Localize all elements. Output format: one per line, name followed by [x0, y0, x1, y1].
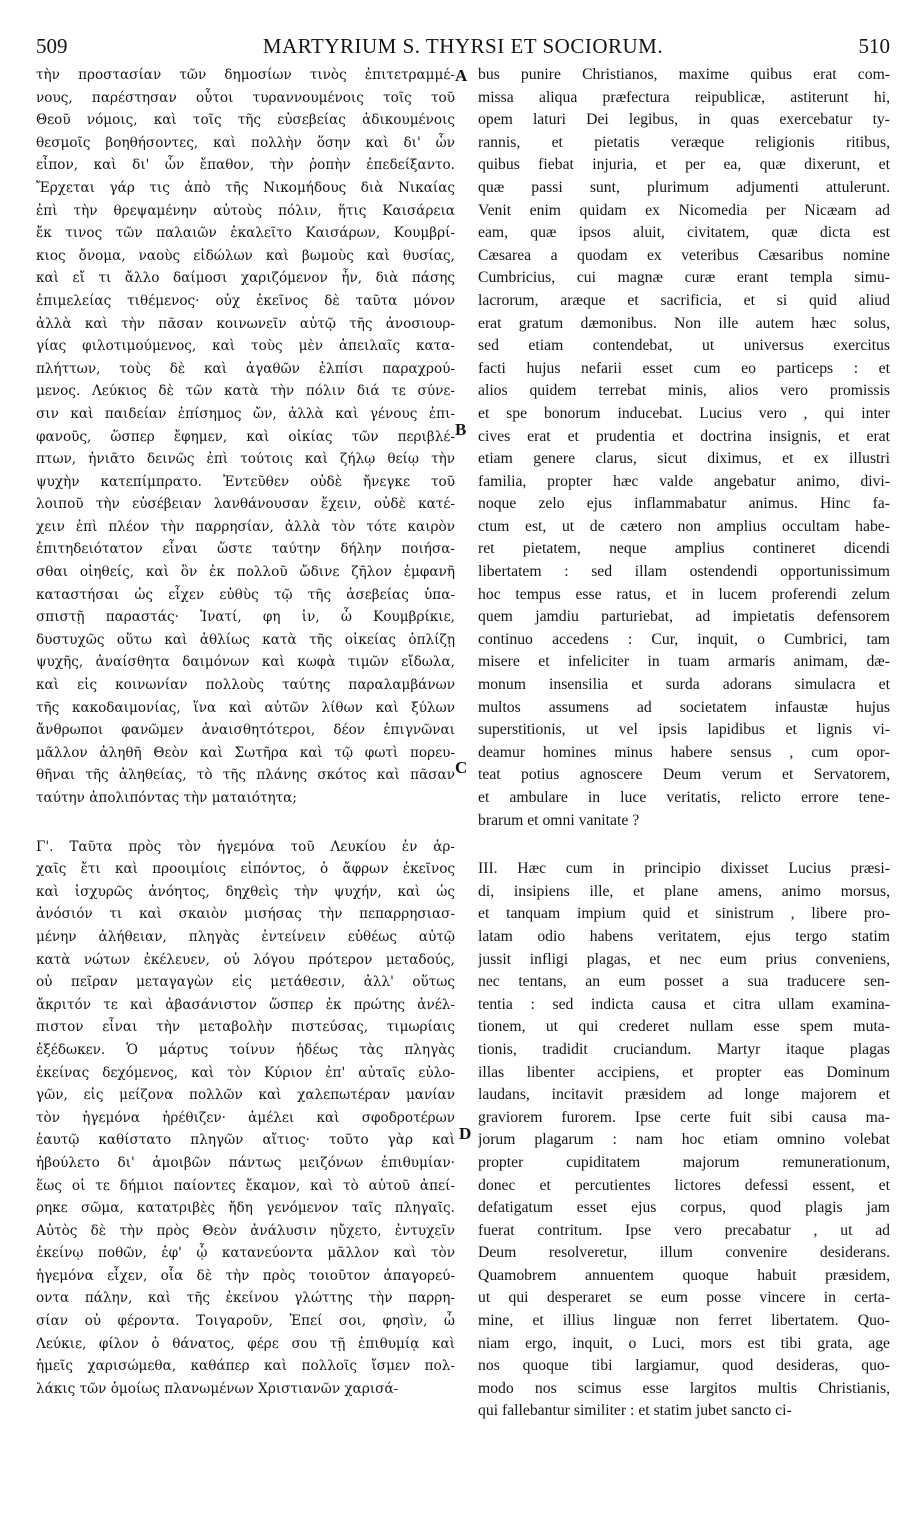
greek-text-line: ἠβούλετο δι' ἀμοιβῶν πάντως μειζόνων ἐπιθυμίαν·: [36, 1154, 455, 1171]
section-marker-c: C: [455, 758, 468, 777]
latin-text-line: nos quoque tibi largiamur, quod desideras, quo-: [478, 1357, 890, 1375]
greek-text-line: χαῖς ἔτι καὶ προοιμίοις εἰπόντος, ὁ ἄφρων ἐκεῖνος: [36, 861, 455, 878]
latin-text-line: quæ passi sunt, plurimum adjumenti attulerunt.: [478, 178, 890, 196]
latin-text-line: fuerat contritum. Ipse vero precabatur , ut ad: [478, 1221, 890, 1239]
latin-text-line: niam ergo, inquit, o Luci, mors est tibi grata, age: [478, 1334, 890, 1352]
latin-text-line: Deum resolveretur, illum convenire desiderans.: [478, 1244, 890, 1262]
latin-text-line: etiam genere clarus, sicut diximus, et ex illustri: [478, 450, 890, 468]
latin-text-line: superstitionis, ut vel ipsis lapidibus et lignis vi-: [478, 721, 890, 739]
latin-text-line: et spe bonorum inducebat. Lucius vero , qui inter: [478, 404, 890, 422]
greek-text-line: ἀλλὰ καὶ τὴν πᾶσαν κοινωνεῖν αὐτῷ τῆς ἀνοσιουρ-: [36, 315, 455, 332]
latin-text-line: sed etiam contendebat, ut universus exercitus: [478, 337, 890, 355]
greek-text-line: σπιστῇ παραστάς· Ἱνατί, φη ἱν, ὦ Κουμβρίκιε,: [36, 609, 455, 626]
section-marker-a: A: [455, 66, 468, 85]
greek-column: [36, 64, 455, 1400]
latin-text-line: di, insipiens ille, et plane amens, animo morsus,: [478, 882, 890, 900]
greek-text-line: δυστυχῶς οὕτω καὶ ἀθλίως κατὰ τῆς οἰκείας ὁπλίζῃ: [36, 631, 455, 648]
greek-text-line: γίας φιλοτιμούμενος, καὶ τοὺς μὲν ἀπειλαῖς κατα-: [36, 338, 455, 355]
greek-text-line: θεσμοῖς βοηθήσοντες, καὶ πολλὴν ὅσην καὶ δι' ὧν: [36, 134, 455, 151]
latin-text-line: Cæsarea a quodam ex veteribus Cæsaribus nomine: [478, 246, 890, 264]
greek-text-line: νους, παρέστησαν οὗτοι τυραννουμένοις τοῖς τοῦ: [36, 89, 455, 106]
greek-text-line: ἐπιμελείας τιθέμενος· οὐχ ἐκεῖνος δὲ ταῦτα μόνον: [36, 292, 455, 309]
greek-text-line: πλήττων, τοὺς δὲ καὶ ἀγαθῶν ἐλπίσι παραχρού-: [36, 360, 455, 377]
paragraph-gap: [478, 832, 890, 858]
page-number-right: 510: [858, 34, 890, 58]
latin-text-line: brarum et omni vanitate ?: [478, 811, 640, 829]
greek-text-line: τῆς κακοδαιμονίας, ἵνα καὶ αὐτῶν λίθων καὶ ξύλων: [36, 699, 455, 716]
latin-text-line: Cumbricius, cui magnæ curæ erant templa simu-: [478, 269, 890, 287]
greek-text-line: Αὐτὸς δὲ τὴν πρὸς Θεὸν ἀνάλυσιν ηὔχετο, ἐντυχεῖν: [36, 1222, 455, 1239]
greek-text-line: λοιποῦ τὴν εὐσέβειαν λανθάνουσαν ἔχειν, οὐδὲ κατέ-: [36, 496, 455, 513]
greek-text-line: Γ'. Ταῦτα πρὸς τὸν ἡγεμόνα τοῦ Λευκίου ἐν ἀρ-: [36, 838, 455, 855]
latin-text-line: ctum est, ut de cætero non amplius occultam habe-: [478, 517, 890, 535]
latin-text-line: misere et infeliciter in tuam armaris animam, dæ-: [478, 653, 890, 671]
latin-text-line: ret pietatem, neque amplius contineret dicendi: [478, 540, 890, 558]
latin-text-line: noque zelo ejus inflammabatur animus. Hinc fa-: [478, 495, 890, 513]
greek-text-line: λάκις τῶν ὁμοίως πλανωμένων Χριστιανῶν χαρισά-: [36, 1380, 399, 1397]
greek-text-line: πιστον εἶναι τὴν μεταβολὴν πιστεύσας, τιμωρίαις: [36, 1019, 455, 1036]
greek-text-line: ἡγεμόνα εἶχεν, οἷα δὲ τὴν πρὸς τοιοῦτον ἀπαγορεύ-: [36, 1267, 455, 1284]
running-title: MARTYRIUM S. THYRSI ET SOCIORUM.: [262, 34, 664, 58]
latin-text-line: et ambulare in luce veritatis, relicto errore tene-: [478, 789, 890, 806]
latin-text-line: deamur homines minus habere sensus , cum opor-: [478, 743, 890, 761]
greek-text-line: κιος ὄνομα, ναοὺς εἰδώλων καὶ βωμοὺς καὶ θυσίας,: [36, 247, 455, 264]
latin-text-line: tentia : sed indicta causa et citra ullam examina-: [478, 995, 890, 1013]
greek-text-line: ἐκείνας δεχόμενος, καὶ τὸν Κύριον ἐπ' αὐταῖς εὐλο-: [36, 1064, 455, 1081]
greek-text-line: ψυχὴν κατεπίμπρατο. Ἐντεῦθεν οὐδὲ ἤνεγκε τοῦ: [36, 473, 455, 490]
greek-text-line: ἡμεῖς χαρισώμεθα, καθάπερ καὶ πολλοῖς ἴσμεν πολ-: [36, 1358, 455, 1375]
latin-text-line: tionis, tradidit cruciandum. Martyr itaque plagas: [478, 1040, 890, 1058]
greek-text-line: θῆναι τῆς ἀληθείας, τὸ τῆς πλάνης σκότος καὶ πᾶσαν: [36, 767, 455, 784]
greek-text-line: καὶ εἰς κοινωνίαν πολλοὺς ταύτης παραλαμβάνων: [36, 677, 455, 694]
greek-text-line: ἐκείνῳ ποθῶν, ἐφ' ᾧ κατανεύοντα μᾶλλον καὶ τὸν: [36, 1245, 455, 1262]
latin-text-line: laudans, incitavit præsidem ad longe majorem et: [478, 1086, 890, 1104]
latin-text-line: defatigatum esset ejus corpus, quod plagis jam: [478, 1199, 890, 1217]
running-header: [36, 34, 890, 64]
latin-text-line: opem laturi Dei legibus, in quas exercebatur ty-: [478, 111, 890, 129]
greek-text-line: οὐ πεῖραν μεταγαγὼν εἰς μετάθεσιν, ἀλλ' οὕτως: [36, 974, 455, 991]
latin-text-line: multos assumens ad societatem infaustæ hujus: [478, 698, 890, 716]
latin-text-line: jussit infligi plagas, et nec eum prius conveniens,: [478, 950, 890, 968]
latin-text-line: libertatem : sed illam ostendendi opportunissimum: [478, 563, 890, 581]
greek-text-line: καὶ ἰσχυρῶς ἀνόητος, δηχθεὶς τὴν ψυχήν, καὶ ὡς: [36, 883, 455, 900]
latin-text-line: mine, et illius linguæ non ferret libertatem. Quo-: [478, 1312, 890, 1330]
greek-text-line: ρηκε σῶμα, κατατριβὲς ἤδη γενόμενον ταῖς πληγαῖς.: [36, 1200, 455, 1217]
greek-text-line: καὶ εἴ τι ἄλλο δαίμοσι χαριζόμενον ἦν, διὰ πάσης: [36, 270, 455, 287]
greek-text-line: μενος. Λεύκιος δὲ τῶν κατὰ τὴν πόλιν διά τε σύνε-: [36, 383, 455, 400]
greek-text-line: ψυχῆς, ἀναίσθητα δαιμόνων καὶ κωφὰ τιμῶν εἴδωλα,: [36, 654, 455, 671]
greek-text-line: ἕως οἱ τε δήμιοι παίοντες ἔκαμον, καὶ τὸ αὐτοῦ ἀπεί-: [36, 1177, 455, 1194]
greek-text-line: κατὰ νώτων ἐκέλευεν, οὐ λόγου πρότερον μεταδούς,: [36, 951, 455, 968]
greek-text-line: γῶν, εἰς μείζονα πολλῶν καὶ χαλεπωτέραν μανίαν: [36, 1087, 455, 1104]
greek-text-line: Θεοῦ νόμοις, καὶ τοῖς τῆς εὐσεβείας ἀδικουμένοις: [36, 112, 455, 129]
greek-text-line: σίαν οὐ φέροντα. Τοιγαροῦν, Ἐπεί σοι, φησὶν, ὦ: [36, 1313, 455, 1330]
greek-text-line: μᾶλλον ἀληθῆ Θεὸν καὶ Σωτῆρα καὶ τῷ φωτὶ πορευ-: [36, 744, 455, 761]
greek-text-line: χειν ἐπὶ πλέον τὴν παρρησίαν, ἀλλὰ τὸν τότε καιρὸν: [36, 518, 455, 535]
latin-text-line: graviorem furorem. Ipse certe fuit sibi causa ma-: [478, 1108, 890, 1126]
greek-text-line: τὴν προστασίαν τῶν δημοσίων τινὸς ἐπιτετραμμέ-: [36, 67, 455, 83]
latin-text-line: Venit enim quidam ex Nicomedia per Nicæam ad: [478, 201, 890, 219]
greek-text-line: ἄκριτόν τε καὶ ἀβασάνιστον ὥσπερ ἐκ πρώτης ἀνέλ-: [36, 996, 455, 1013]
latin-text-line: illas libenter accipiens, et propter eas Dominum: [478, 1063, 890, 1081]
section-marker-d: D: [459, 1124, 472, 1143]
latin-text-line: ut qui desperaret se eum posse vincere in certa-: [478, 1289, 890, 1307]
latin-text-line: latam odio habens veritatem, ejus tergo statim: [478, 927, 890, 945]
latin-text-line: lacrorum, aræque et sacrificia, et si quid aliud: [478, 291, 890, 309]
latin-text-line: et tanquam impium quid et sinistrum , libere pro-: [478, 905, 890, 923]
latin-text-line: bus punire Christianos, maxime quibus erat com-: [478, 66, 890, 83]
latin-text-line: jorum plagarum : nam hoc etiam omnino volebat: [478, 1131, 890, 1149]
greek-text-line: Ἔρχεται γάρ τις ἀπὸ τῆς Νικομήδους διὰ Νικαίας: [36, 179, 455, 196]
greek-text-line: εἶπον, καὶ δι' ὧν ἔπαθον, τὴν ῥοπὴν ἐπεδείξαντο.: [36, 157, 455, 174]
latin-text-line: hoc tempus esse ratus, et in lucem proferendi zelum: [478, 585, 890, 603]
greek-text-line: σθαι οἰηθείς, καὶ ὃν ἐκ πολλοῦ ὤδινε ζῆλον ἐμφανῆ: [36, 564, 455, 581]
latin-text-line: quibus fiebat injuria, et per ea, quæ dixerunt, et: [478, 156, 890, 174]
latin-text-line: continuo accedens : Cur, inquit, o Cumbrici, tam: [478, 630, 890, 648]
latin-text-line: propter cupiditatem majorum remunerationum,: [478, 1153, 890, 1171]
greek-text-line: ἀνόσιόν τι καὶ σκαιὸν μισήσας τὴν πεπαρρησιασ-: [36, 906, 455, 923]
greek-text-line: ἐπιτηδειότατον εἶναι ὥστε ταύτην δήλην ποιήσα-: [36, 541, 455, 558]
latin-text-line: modo nos scimus esse largitos multis Christianis,: [478, 1379, 890, 1397]
greek-text-line: σιν καὶ παιδείαν ἐπίσημος ὤν, ἀλλὰ καὶ γένους ἐπι-: [36, 405, 455, 422]
latin-text-line: donec et percutientes lictores defessi essent, et: [478, 1176, 890, 1194]
greek-text-line: μένην ἀλήθειαν, πληγὰς ἐντείνειν εὐθέως αὐτῷ: [36, 928, 455, 945]
latin-text-line: nec tentans, an eum posset a sua traducere sen-: [478, 973, 890, 991]
latin-text-line: missa aliqua præfectura reipublicæ, astiterunt hi,: [478, 88, 890, 106]
latin-text-line: facti hujus nefarii esset cum eo particeps : et: [478, 359, 890, 377]
latin-text-line: III. Hæc cum in principio dixisset Lucius præsi-: [478, 860, 890, 878]
latin-text-line: erat gratum dæmonibus. Non ille autem hæc solus,: [478, 314, 890, 332]
greek-text-line: ἐξέδωκεν. Ὁ μάρτυς τοίνυν ἡδέως τὰς πληγὰς: [36, 1041, 455, 1058]
section-marker-b: B: [455, 420, 467, 439]
greek-text-line: ἄνθρωποι φανῶμεν ἀναισθητότεροι, δέον ἐπιγνῶναι: [36, 722, 455, 739]
latin-text-line: teat potius agnoscere Deum verum et Servatorem,: [478, 766, 890, 784]
greek-text-line: ἐπὶ τὴν θρεψαμένην αὐτοὺς πόλιν, ἥτις Καισάρεια: [36, 202, 455, 219]
latin-text-line: eam, quæ ipsos aluit, civitatem, quæ dicta est: [478, 224, 890, 242]
greek-text-line: φανοῦς, ὥσπερ ἔφημεν, καὶ οἰκίας τῶν περιβλέ-: [36, 428, 455, 445]
greek-text-line: ἑαυτῷ καθίστατο πληγῶν αἴτιος· τοῦτο γὰρ καὶ: [36, 1132, 455, 1149]
latin-text-line: qui fallebantur similiter : et statim jubet sancto ci-: [478, 1402, 792, 1420]
latin-text-line: familia, propter hæc valde angebatur animo, divi-: [478, 472, 890, 490]
greek-text-line: οντα πάλην, καὶ τῆς ἐκείνου γλώττης τὴν παρρη-: [36, 1290, 455, 1307]
greek-text-line: ταύτην ἀπολιπόντας τὴν ματαιότητα;: [36, 790, 297, 806]
greek-text-line: καταστήσαι ὡς εἶχεν εὐθὺς τῷ τῆς ἀσεβείας ὑπα-: [36, 586, 455, 603]
latin-text-line: monum insensilia et surda adorans simulacra et: [478, 676, 890, 694]
latin-text-line: alios quidem terrebat minis, alios vero promissis: [478, 382, 890, 400]
greek-text-line: τὸν ἡγεμόνα ἠρέθιζεν· ἀμέλει καὶ σφοδροτέρων: [36, 1109, 455, 1126]
latin-text-line: Quamobrem annuentem quoque habuit præsidem,: [478, 1266, 890, 1284]
page-number-left: 509: [36, 34, 68, 58]
greek-text-line: πτων, ἠνιᾶτο δεινῶς ἐπὶ τούτοις καὶ ζήλῳ θείῳ τὴν: [36, 451, 455, 468]
latin-text-line: cives erat et prudentia et doctrina insignis, et erat: [478, 427, 890, 445]
greek-text-line: ἔκ τινος τῶν παλαιῶν ἐκαλεῖτο Καισάρων, Κουμβρί-: [36, 225, 455, 242]
paragraph-gap: [36, 810, 455, 836]
latin-text-line: quem jamdiu parturiebat, ad impietatis defensorem: [478, 608, 890, 626]
latin-text-line: rannis, et pietatis veræque religionis ritibus,: [478, 133, 890, 151]
latin-text-line: tionem, ut qui crederet nullam esse spem muta-: [478, 1018, 890, 1036]
latin-column: [478, 64, 890, 1423]
greek-text-line: Λεύκιε, φίλον ὁ θάνατος, φέρε σου τῇ ἐπιθυμίᾳ καὶ: [36, 1335, 455, 1352]
